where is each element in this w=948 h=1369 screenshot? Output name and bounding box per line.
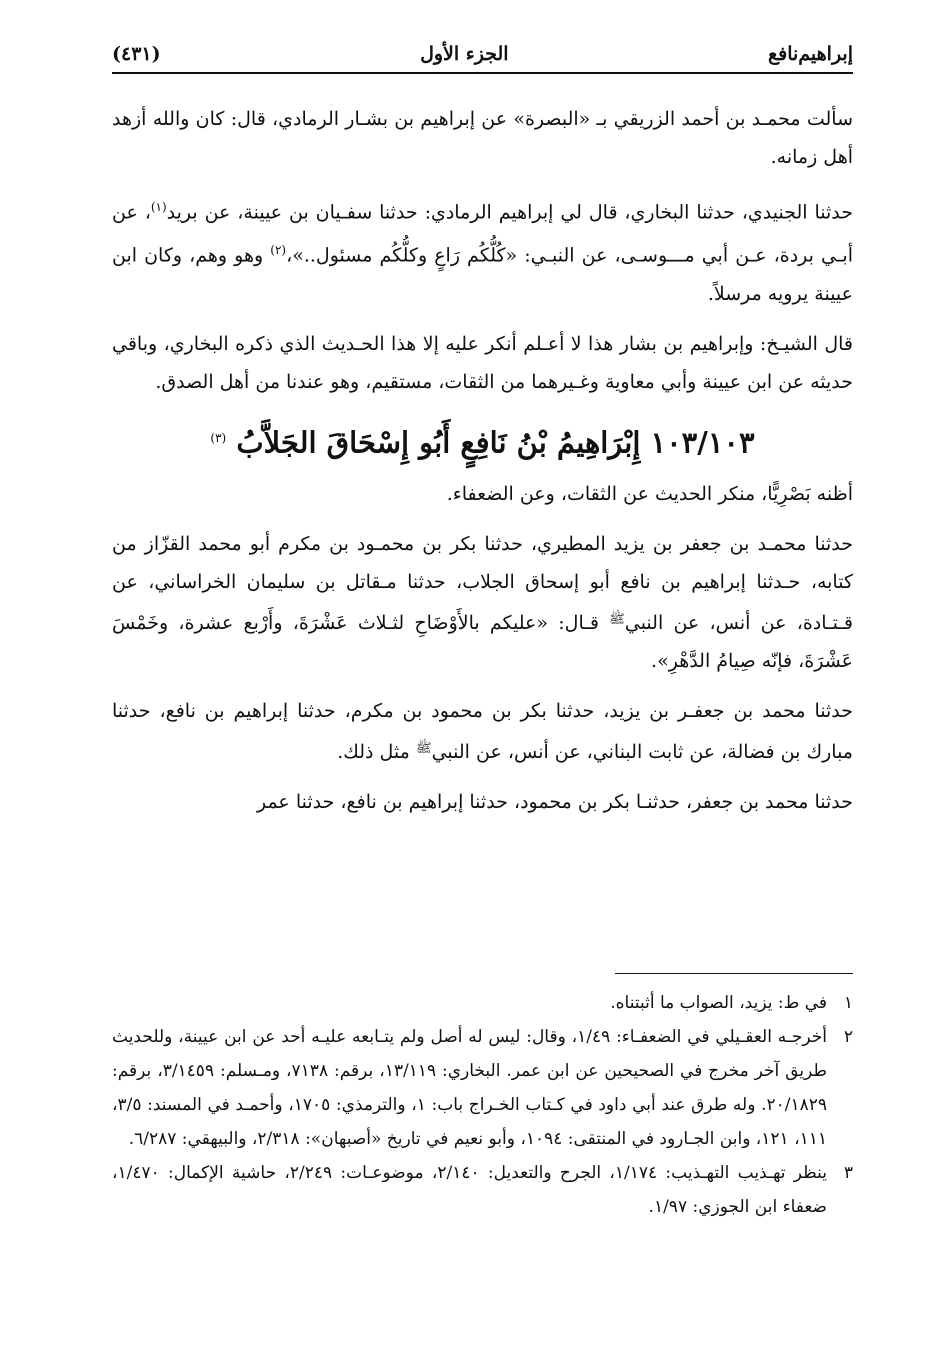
paragraph-2-part-2: ، عن أبـي بردة، عـن أبي مـــوسـى، عن النبـي: «كُلُّكُم رَاعٍ وكلُّكُم مسئول..»،: [112, 201, 853, 267]
footnote-item: [112, 1156, 853, 1224]
salutation-glyph: ﷺ: [415, 741, 432, 757]
paragraph-2: [112, 188, 853, 313]
paragraph-6: [112, 692, 853, 771]
entry-heading: [112, 413, 853, 468]
footnote-item: [112, 986, 853, 1020]
paragraph-3: قال الشيـخ: وإبراهيم بن بشار هذا لا أعـلم أنكر عليه إلا هذا الحـديث الذي ذكره البخاري، وباقي حديثه عن ابن عيينة وأبي معاوية وغـيرهما من الثقات، مستقيم، وهو عندنا من أهل الصدق.: [112, 332, 853, 393]
paragraph-6-part-2: مثل ذلك.: [337, 741, 416, 764]
paragraph-1: سألت محمـد بن أحمد الزريقي بـ «البصرة» عن إبراهيم بن بشـار الرمادي، قال: كان والله أزهد أهل زمانه.: [112, 108, 853, 168]
volume-title: الجزء الأول: [420, 43, 509, 65]
footnote-number: ٣: [843, 1163, 853, 1183]
footnote-item: [112, 1020, 853, 1156]
footnote-number: ٢: [843, 1027, 853, 1047]
footnote-text: ينظر تهـذيب التهـذيب: ١/١٧٤، الجرح والتعديل: ٢/١٤٠، موضوعـات: ٢/٢٤٩، حاشية الإكمال: ١/٤٧٠، ضعفاء ابن الجوزي: ١/٩٧.: [112, 1163, 827, 1217]
main-text: [112, 100, 853, 833]
running-title: إبراهيم‌نافع: [768, 43, 853, 65]
salutation-glyph: ﷺ: [609, 612, 625, 628]
paragraph-5-part-2: قـال: «عليكم بالأَوْضَاحِ لثـلاث عَشْرَةَ، وأَرْبع عشرة، وخَمْسَ عَشْرَةَ، فإنّه صِيامُ الدَّهْرِ».: [112, 612, 853, 673]
footnote-number: ١: [843, 993, 853, 1013]
footnotes: [112, 986, 853, 1224]
paragraph-5-part-1: حدثنا محمـد بن جعفر بن يزيد المطيري، حدثنا بكر بن محمـود بن مكرم أبو محمد القزّاز من كتابه، حـدثنا إبراهيم بن نافع أبو إسحاق الجلاب، حدثنا مـقاتل بن سليمان الخراساني، عن قـتـادة، عن أنس، عن النبي: [112, 533, 853, 635]
paragraph-5: [112, 525, 853, 680]
footnote-ref-2: (٢): [270, 243, 287, 258]
footnote-separator: [615, 973, 853, 974]
footnote-text: أخرجـه العقـيلي في الضعفـاء: ١/٤٩، وقال: ليس له أصل ولم يتـابعه عليـه أحد عن ابن عيينة، وللحديث طريق آخر مخرج في الصحيحين عن ابن عمر. البخاري: ١٣/١١٩، برقم: ٧١٣٨، ومـسلم: ٣/١٤٥٩، برقم: ٢٠/١٨٢٩. وله طرق عند أبي داود في كـتاب الخـراج باب: ١، والترمذي: ١٧٠٥، وأحمـد في المسند: ٣/٥، ١١١، ١٢١، وابن الجـارود في المنتقى: ١٠٩٤، وأبو نعيم في تاريخ «أصبهان»: ٢/٣١٨، والبيهقي: ٦/٢٨٧.: [112, 1027, 827, 1149]
paragraph-2-part-3: وهو وهم، وكان ابن عيينة يرويه مرسلاً.: [112, 244, 853, 305]
footnote-ref-1: (١): [150, 200, 167, 214]
paragraph-6-part-1: حدثنا محمد بن جعفـر بن يزيد، حدثنا بكر بن محمود بن مكرم، حدثنا إبراهيم بن نافع، حدثنا مبارك بن فضالة، عن ثابت البناني، عن أنس، عن النبي: [112, 700, 853, 764]
paragraph-4: أظنه بَصْرِيًّا، منكر الحديث عن الثقات، وعن الضعفاء.: [446, 483, 853, 506]
page-number: (٤٣١): [112, 43, 161, 65]
paragraph-2-part-1: حدثنا الجنيدي، حدثنا البخاري، قال لي إبراهيم الرمادي: حدثنا سفـيان بن عيينة، عن بريد: [166, 201, 853, 224]
page-header: [112, 34, 853, 74]
paragraph-7: حدثنا محمد بن جعفر، حدثنـا بكر بن محمود، حدثنا إبراهيم بن نافع، حدثنا عمر: [256, 791, 853, 814]
entry-heading-text: ١٠٣/١٠٣ إِبْرَاهِيمُ بْنُ نَافِعٍ أَبُو إِسْحَاقَ الجَلاَّبُ: [236, 425, 755, 460]
footnote-ref-3: (٣): [210, 430, 227, 445]
footnote-text: في ط: يزيد، الصواب ما أثبتناه.: [610, 993, 827, 1013]
header-rule: [112, 72, 853, 74]
